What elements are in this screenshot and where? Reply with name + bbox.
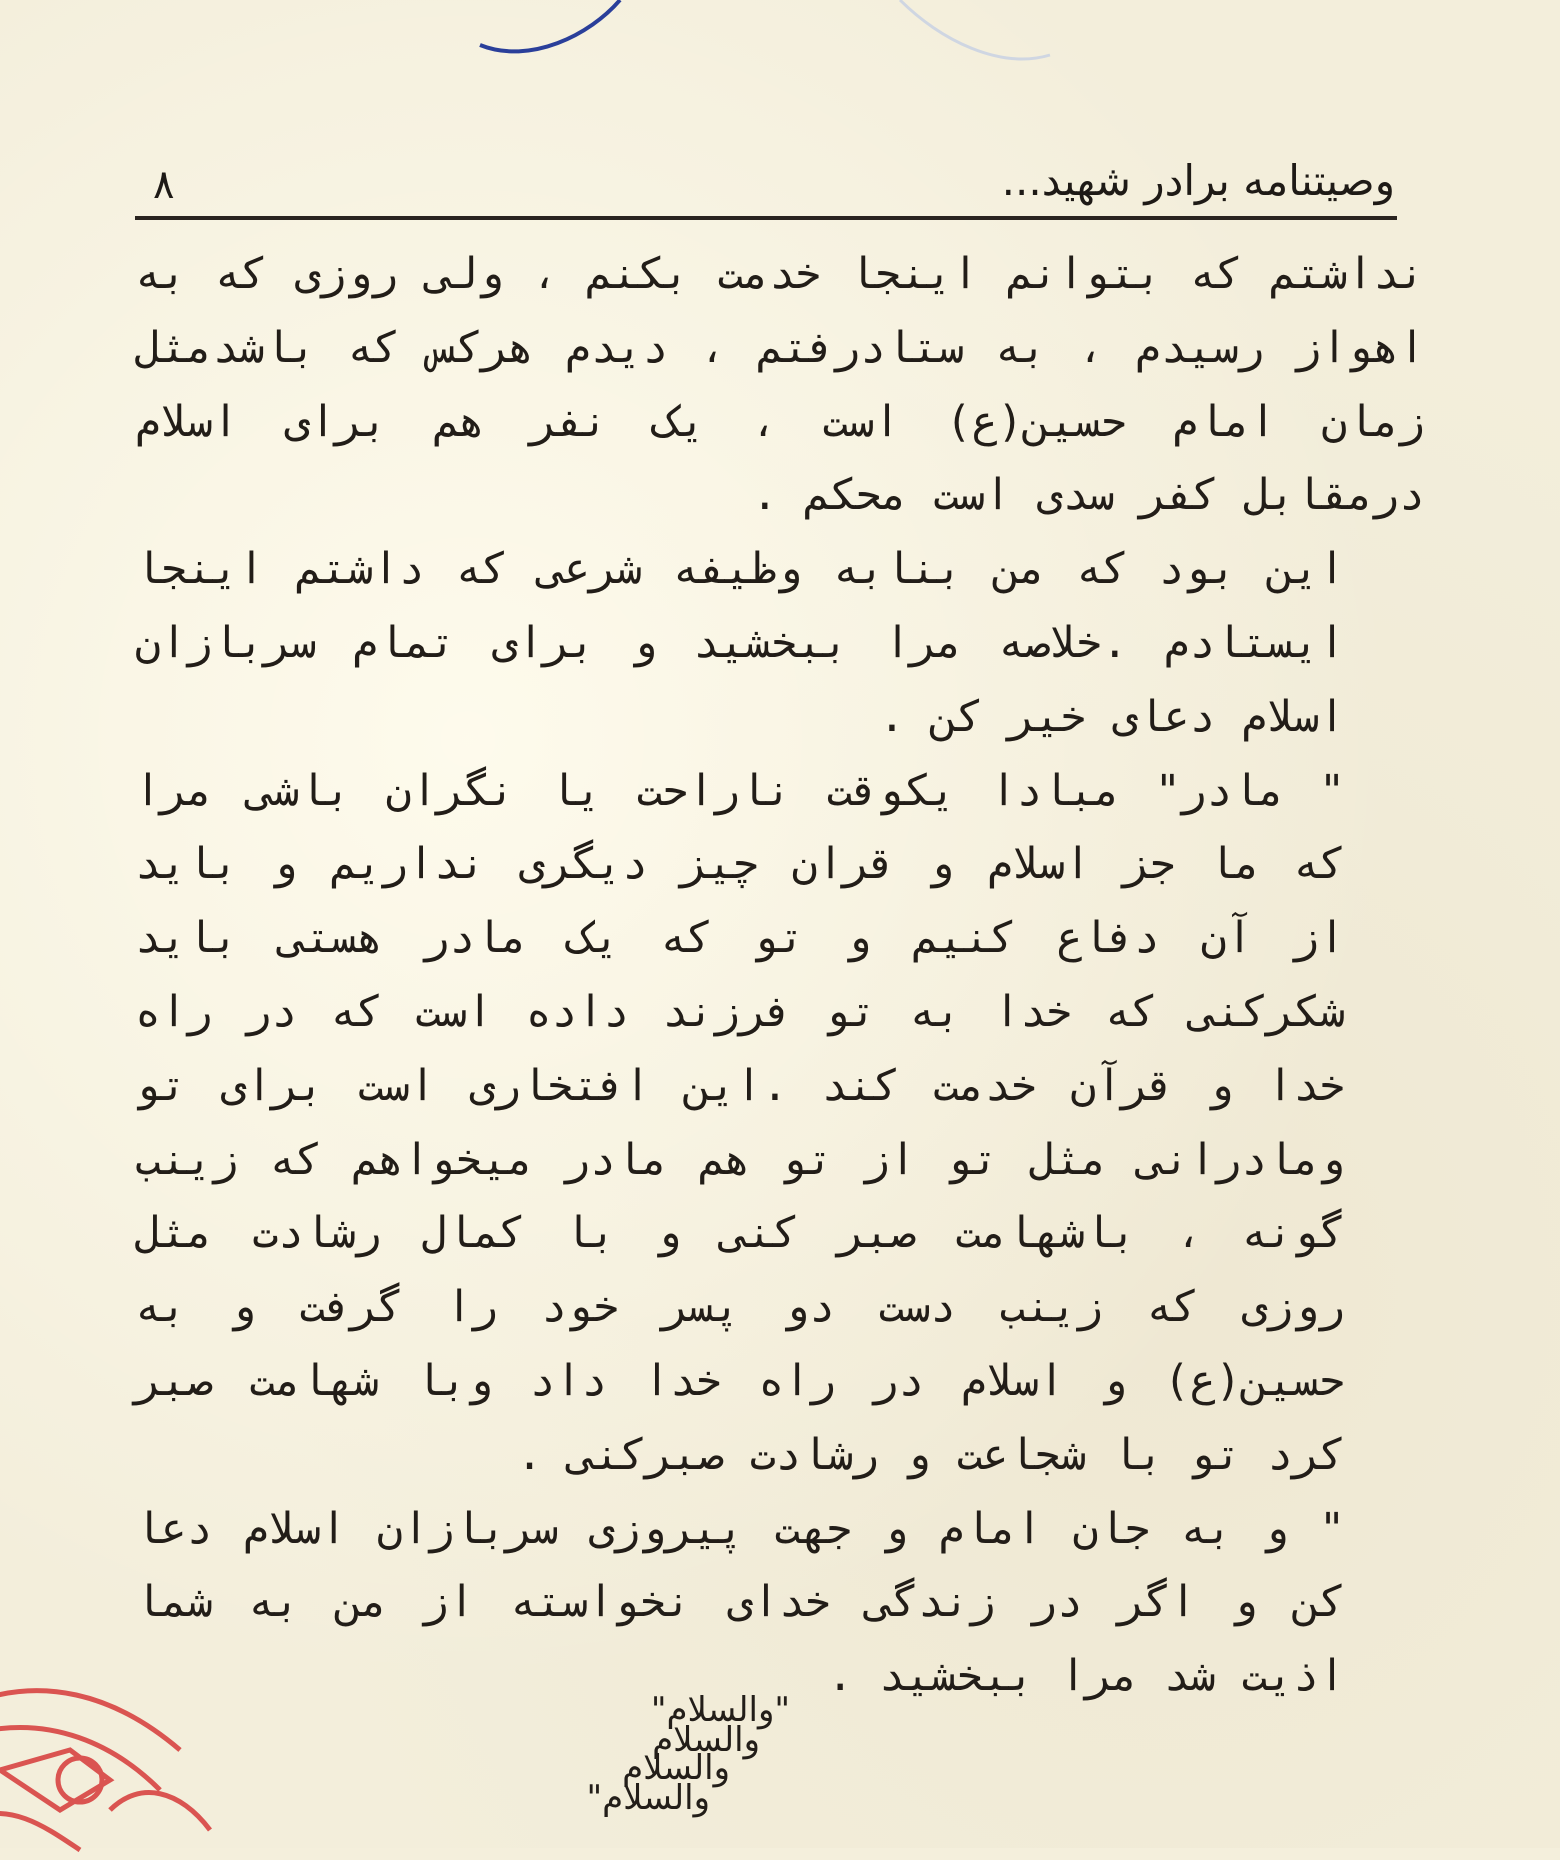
paragraph-4: " و به جان امام و جهت پیروزی سربازان اسلام دعا کن و اگر در زندگی خدای نخواسته از من به شما اذیت شد مرا ببخشید . [135, 1503, 1345, 1702]
page-number: ٨ [153, 162, 175, 208]
sign-off-line-2: والسلام [652, 1720, 760, 1760]
sign-off [500, 1690, 800, 1830]
sign-off-line-3: والسلام [622, 1748, 730, 1788]
header-divider [135, 216, 1397, 220]
sign-off-line-4: والسلام" [586, 1778, 710, 1818]
paragraph-2: این بود که من بنابه وظیفه شرعی که داشتم اینجا ایستادم .خلاصه مرا ببخشید و برای تمام سربازان اسلام دعای خیر کن . [135, 544, 1345, 742]
red-stamp [0, 1660, 240, 1860]
blue-ink-mark [0, 0, 1560, 120]
document-title: وصیتنامه برادر شهید... [1001, 156, 1395, 205]
letter-body [135, 238, 1425, 1714]
sign-off-line-1: "والسلام" [650, 1690, 790, 1730]
page-header [135, 148, 1395, 226]
paragraph-3: " مادر" مبادا یکوقت ناراحت یا نگران باشی مرا که ما جز اسلام و قران چیز دیگری نداریم و باید از آن دفاع کنیم و تو که یک مادر هستی باید شکرکنی که خدا به تو فرزند داده است که در راه خدا و قرآن خدمت کند .این افتخاری است برای تو ومادرانی مثل تو از تو هم مادر میخواهم که زینب گونه ، باشهامت صبر کنی و با کمال رشادت مثل روزی که زینب دست دو پسر خود را گرفت و به حسین(ع) و اسلام در راه خدا داد وبا شهامت صبر کرد تو با شجاعت و رشادت صبرکنی . [135, 765, 1345, 1480]
paragraph-1: نداشتم که بتوانم اینجا خدمت بکنم ، ولی روزی که به اهواز رسیدم ، به ستادرفتم ، دیدم هرکس که باشدمثل زمان امام حسین(ع) است ، یک نفر هم برای اسلام درمقابل کفر سدی است محکم . [135, 249, 1425, 521]
